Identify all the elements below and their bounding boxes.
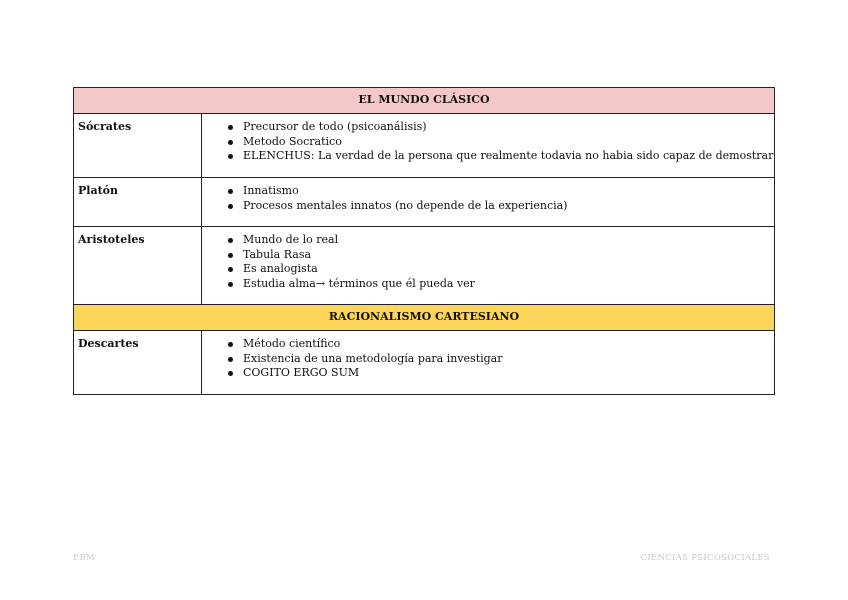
- items-cell: [202, 178, 775, 227]
- table-mundo-clasico: [73, 87, 775, 305]
- items-cell: [202, 331, 775, 395]
- list-item: Precursor de todo (psicoanálisis): [243, 120, 770, 135]
- table-row: [74, 331, 775, 395]
- list-item: Estudia alma→ términos que él pueda ver: [243, 277, 770, 292]
- list-item: Procesos mentales innatos (no depende de la experiencia): [243, 199, 770, 214]
- table-title: RACIONALISMO CARTESIANO: [74, 305, 775, 331]
- list-item: Mundo de lo real: [243, 233, 770, 248]
- table-header-row: [74, 305, 775, 331]
- bullet-list: [202, 337, 770, 381]
- list-item: Método científico: [243, 337, 770, 352]
- philosopher-name: Platón: [74, 178, 202, 227]
- list-item: ELENCHUS: La verdad de la persona que realmente todavia no habia sido capaz de demostrar: [243, 149, 774, 162]
- list-item: COGITO ERGO SUM: [243, 366, 770, 381]
- bullet-list: [202, 120, 774, 164]
- footer-left-text: EBM: [73, 553, 96, 563]
- items-cell: [202, 114, 775, 178]
- table-racionalismo-cartesiano: [73, 304, 775, 395]
- list-item: Tabula Rasa: [243, 248, 770, 263]
- list-item: Existencia de una metodología para investigar: [243, 352, 770, 367]
- philosopher-name: Descartes: [74, 331, 202, 395]
- list-item: Es analogista: [243, 262, 770, 277]
- bullet-list: [202, 233, 770, 291]
- table-row: [74, 178, 775, 227]
- items-cell: [202, 227, 775, 305]
- list-item: Metodo Socratico: [243, 135, 770, 150]
- bullet-list: [202, 184, 770, 213]
- table-header-row: [74, 88, 775, 114]
- philosopher-name: Sócrates: [74, 114, 202, 178]
- table-title: EL MUNDO CLÁSICO: [74, 88, 775, 114]
- table-row: [74, 227, 775, 305]
- philosopher-name: Aristoteles: [74, 227, 202, 305]
- list-item: Innatismo: [243, 184, 770, 199]
- table-row: [74, 114, 775, 178]
- footer-right-text: CIENCIAS PSICOSOCIALES: [640, 553, 770, 563]
